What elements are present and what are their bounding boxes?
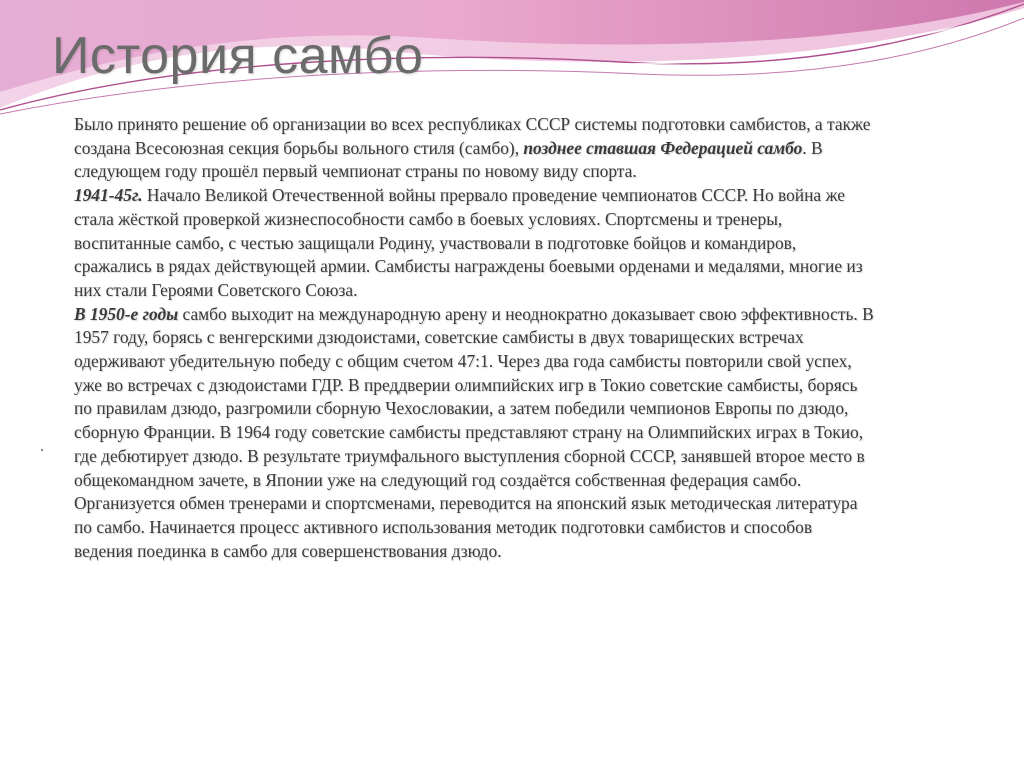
paragraph-1-text-b: . В следующем году прошёл первый чемпионат страны по новому виду спорта. (74, 137, 823, 182)
paragraph-3-text: самбо выходит на международную арену и неоднократно доказывает свою эффективность. В 1957 году, борясь с венгерскими дзюдоистами, советские самбисты в двух товарищеских встречах одерживают убедительную победу с общим счетом 47:1. Через два года самбисты повторили свой успех, уже во встречах с дзюдоистами ГДР. В преддверии олимпийских игр в Токио советские самбисты, борясь по правилам дзюдо, разгромили сборную Чехословакии, а затем победили чемпионов Европы по дзюдо, сборную Франции. В 1964 году советские самбисты представляют страну на Олимпийских играх в Токио, где дебютирует дзюдо. В результате триумфального выступления сборной СССР, занявшей второе место в общекомандном зачете, в Японии уже на следующий год создаётся собственная федерация самбо. Организуется обмен тренерами и спортсменами, переводится на японский язык методическая литература по самбо. Начинается процесс активного использования методик подготовки самбистов и способов ведения поединка в самбо для совершенствования дзюдо. (74, 303, 874, 561)
paragraph-1-text-a: Было принято решение об организации во всех республиках СССР системы подготовки самбистов, а также создана Всесоюзная секция борьбы вольного стиля (самбо), (74, 114, 871, 158)
paragraph-3 (74, 303, 874, 564)
paragraph-2-text: Начало Великой Отечественной войны прервало проведение чемпионатов СССР. Но война же стала жёсткой проверкой жизнеспособности самбо в боевых условиях. Спортсмены и тренеры, воспитанные самбо, с честью защищали Родину, участвовали в подготовке бойцов и командиров, сражались в рядах действующей армии. Самбисты награждены боевыми орденами и медалями, многие из них стали Героями Советского Союза. (74, 185, 863, 300)
paragraph-2-emphasis: 1941-45г. (74, 185, 143, 206)
slide-body-text (74, 113, 874, 563)
slide-title: История самбо (52, 27, 424, 85)
paragraph-3-emphasis: В 1950-е годы (74, 303, 179, 324)
paragraph-2 (74, 184, 874, 303)
side-bullet-dot: . (40, 438, 44, 455)
paragraph-1-emphasis: позднее ставшая Федерацией самбо (523, 137, 803, 158)
paragraph-1 (74, 113, 874, 184)
